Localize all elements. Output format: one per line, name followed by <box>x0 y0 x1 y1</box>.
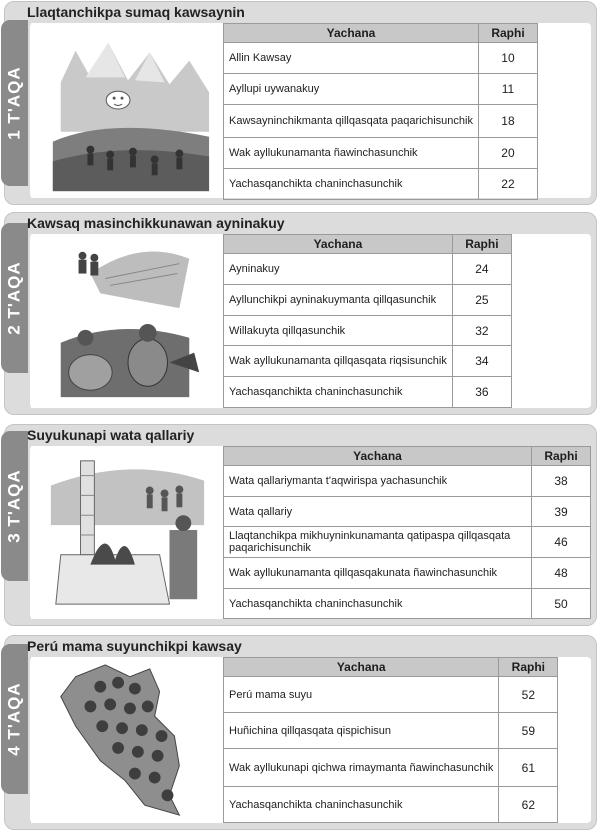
page-cell: 61 <box>499 749 558 787</box>
topic-cell: Ayllupi uywanakuy <box>224 74 479 105</box>
table-row[interactable] <box>224 105 538 138</box>
topic-cell: Wata qallariy <box>224 497 532 527</box>
page-cell: 11 <box>478 74 537 105</box>
topic-cell: Yachasqanchikta chaninchasunchik <box>224 169 479 200</box>
topic-cell: Wak ayllukunamanta qillqasqakunata ñawinchasunchik <box>224 558 532 589</box>
unit-title: Kawsaq masinchikkunawan ayninakuy <box>27 215 285 231</box>
unit-4-contents-table <box>223 657 558 823</box>
page-cell: 20 <box>478 138 537 169</box>
topic-cell: Wak ayllukunamanta qillqasqata riqsisunchik <box>224 346 453 377</box>
table-row[interactable] <box>224 466 591 497</box>
table-row[interactable] <box>224 677 558 713</box>
topic-cell: Wak ayllukunapi qichwa rimaymanta ñawinchasunchik <box>224 749 499 787</box>
unit-tab-label: 4 T'AQA <box>4 682 24 756</box>
page-cell: 18 <box>478 105 537 138</box>
page-column-header: Raphi <box>532 447 591 466</box>
table-row[interactable] <box>224 285 512 316</box>
table-row[interactable] <box>224 138 538 169</box>
table-row[interactable] <box>224 589 591 619</box>
unit-tab <box>1 223 28 373</box>
page-cell: 34 <box>452 346 511 377</box>
unit-tab-label: 1 T'AQA <box>4 66 24 140</box>
unit-tab <box>1 431 28 581</box>
topic-cell: Yachasqanchikta chaninchasunchik <box>224 787 499 823</box>
topic-cell: Kawsayninchikmanta qillqasqata paqarichisunchik <box>224 105 479 138</box>
page-column-header: Raphi <box>478 24 537 43</box>
table-row[interactable] <box>224 377 512 408</box>
unit-title: Llaqtanchikpa sumaq kawsaynin <box>27 4 245 20</box>
unit-2-contents-table <box>223 234 512 408</box>
topic-column-header: Yachana <box>224 658 499 677</box>
page-column-header: Raphi <box>499 658 558 677</box>
unit-title: Perú mama suyunchikpi kawsay <box>27 638 242 654</box>
unit-3-contents-table <box>223 446 591 619</box>
unit-tab-label: 2 T'AQA <box>4 261 24 335</box>
unit-2-section <box>4 212 597 415</box>
unit-illustration-village-dance <box>30 23 222 198</box>
page-cell: 48 <box>532 558 591 589</box>
page-cell: 24 <box>452 254 511 285</box>
table-row[interactable] <box>224 749 558 787</box>
table-row[interactable] <box>224 169 538 200</box>
unit-content <box>30 23 591 198</box>
unit-tab-label: 3 T'AQA <box>4 469 24 543</box>
topic-cell: Wak ayllukunamanta ñawinchasunchik <box>224 138 479 169</box>
unit-illustration-new-year-bonfire <box>30 446 222 619</box>
topic-cell: Yachasqanchikta chaninchasunchik <box>224 589 532 619</box>
topic-cell: Ayninakuy <box>224 254 453 285</box>
unit-content <box>30 234 591 408</box>
page-cell: 10 <box>478 43 537 74</box>
unit-1-section <box>4 1 597 205</box>
unit-3-section <box>4 424 597 626</box>
topic-column-header: Yachana <box>224 24 479 43</box>
table-row[interactable] <box>224 346 512 377</box>
topic-column-header: Yachana <box>224 235 453 254</box>
unit-illustration-farmers-working <box>30 234 222 408</box>
page-cell: 39 <box>532 497 591 527</box>
page-cell: 46 <box>532 527 591 558</box>
topic-cell: Ayllunchikpi ayninakuymanta qillqasunchik <box>224 285 453 316</box>
page-cell: 59 <box>499 713 558 749</box>
page-cell: 50 <box>532 589 591 619</box>
topic-cell: Perú mama suyu <box>224 677 499 713</box>
unit-content <box>30 657 591 823</box>
page-column-header: Raphi <box>452 235 511 254</box>
topic-cell: Yachasqanchikta chaninchasunchik <box>224 377 453 408</box>
page-cell: 32 <box>452 316 511 346</box>
unit-4-section <box>4 635 597 830</box>
page-cell: 22 <box>478 169 537 200</box>
table-row[interactable] <box>224 497 591 527</box>
page-cell: 52 <box>499 677 558 713</box>
table-row[interactable] <box>224 254 512 285</box>
table-row[interactable] <box>224 43 538 74</box>
unit-content <box>30 446 591 619</box>
page-cell: 25 <box>452 285 511 316</box>
topic-column-header: Yachana <box>224 447 532 466</box>
topic-cell: Llaqtanchikpa mikhuyninkunamanta qatipaspa qillqasqata paqarichisunchik <box>224 527 532 558</box>
page-cell: 62 <box>499 787 558 823</box>
unit-1-contents-table <box>223 23 538 200</box>
topic-cell: Willakuyta qillqasunchik <box>224 316 453 346</box>
table-row[interactable] <box>224 787 558 823</box>
topic-cell: Huñichina qillqasqata qispichisun <box>224 713 499 749</box>
unit-illustration-peru-map <box>30 657 222 823</box>
topic-cell: Allin Kawsay <box>224 43 479 74</box>
unit-title: Suyukunapi wata qallariy <box>27 427 195 443</box>
unit-tab <box>1 20 28 186</box>
unit-tab <box>1 644 28 794</box>
table-row[interactable] <box>224 316 512 346</box>
table-row[interactable] <box>224 527 591 558</box>
table-row[interactable] <box>224 558 591 589</box>
page-cell: 38 <box>532 466 591 497</box>
page-cell: 36 <box>452 377 511 408</box>
table-row[interactable] <box>224 713 558 749</box>
table-row[interactable] <box>224 74 538 105</box>
topic-cell: Wata qallariymanta t'aqwirispa yachasunchik <box>224 466 532 497</box>
